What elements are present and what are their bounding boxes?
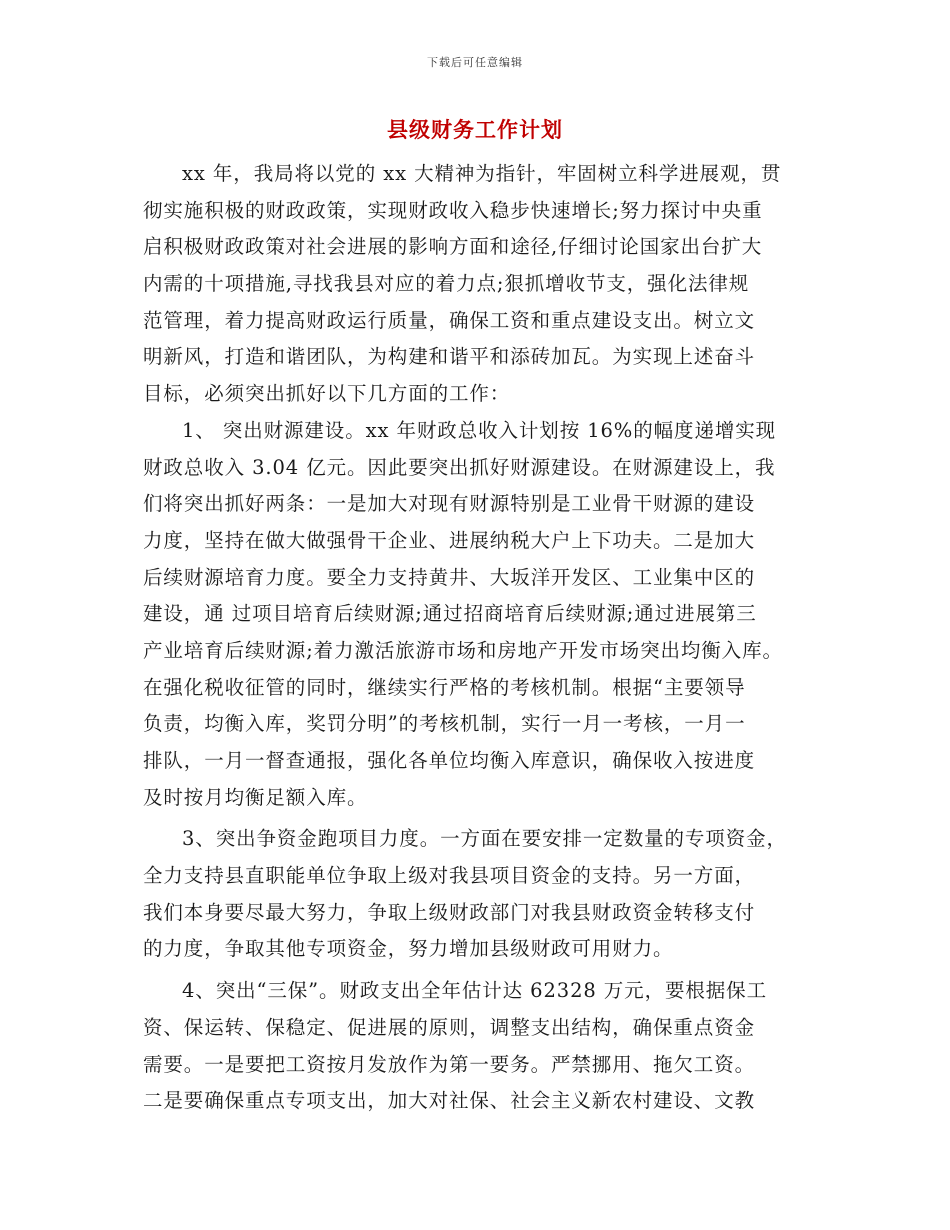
text-line: 启积极财政政策对社会进展的影响方面和途径,仔细讨论国家出台扩大 (143, 235, 763, 259)
text-line: 后续财源培育力度。要全力支持黄井、大坂洋开发区、工业集中区的 (143, 565, 756, 589)
document-title: 县级财务工作计划 (387, 117, 563, 142)
text-line: 范管理，着力提高财政运行质量，确保工资和重点建设支出。树立文 (143, 308, 756, 332)
text-line: 建设，通 过项目培育后续财源;通过招商培育后续财源;通过进展第三 (143, 602, 757, 626)
paragraph-funding-projects (143, 821, 823, 968)
text-line: 二是要确保重点专项支出，加大对社保、社会主义新农村建设、文教 (143, 1089, 756, 1113)
text-line: 明新风，打造和谐团队，为构建和谐平和添砖加瓦。为实现上述奋斗 (143, 345, 756, 369)
text-line: 全力支持县直职能单位争取上级对我县项目资金的支持。另一方面， (143, 864, 756, 888)
text-line: 资、保运转、保稳定、促进展的原则，调整支出结构，确保重点资金 (143, 1015, 756, 1039)
text-line: 3、突出争资金跑项目力度。一方面在要安排一定数量的专项资金， (182, 827, 787, 851)
paragraph-revenue-sources (143, 413, 823, 817)
text-line: 们将突出抓好两条：一是加大对现有财源特别是工业骨干财源的建设 (143, 492, 756, 516)
text-line: 负责，均衡入库，奖罚分明”的考核机制，实行一月一考核，一月一 (143, 712, 746, 736)
text-line: 我们本身要尽最大努力，争取上级财政部门对我县财政资金转移支付 (143, 900, 756, 924)
text-line: 排队，一月一督查通报，强化各单位均衡入库意识，确保收入按进度 (143, 749, 756, 772)
page-header: 下载后可任意编辑 (427, 56, 523, 69)
text-line: 产业培育后续财源;着力激活旅游市场和房地产开发市场突出均衡入库。 (143, 638, 783, 662)
text-line: 在强化税收征管的同时，继续实行严格的考核机制。根据“主要领导 (143, 675, 746, 699)
text-line: 需要。一是要把工资按月发放作为第一要务。严禁挪用、拖欠工资。 (143, 1052, 756, 1076)
text-line: 4、突出“三保”。财政支出全年估计达 62328 万元，要根据保工 (182, 979, 767, 1003)
text-line: 力度，坚持在做大做强骨干企业、进展纳税大户上下功夫。二是加大 (143, 528, 756, 552)
text-line: 1、 突出财源建设。xx 年财政总收入计划按 16%的幅度递增实现 (182, 418, 777, 442)
text-line: 内需的十项措施,寻找我县对应的着力点;狠抓增收节支，强化法律规 (143, 272, 750, 296)
text-line: 的力度，争取其他专项资金，努力增加县级财政可用财力。 (143, 937, 674, 961)
text-line: 目标，必须突出抓好以下几方面的工作： (143, 382, 511, 406)
paragraph-three-guarantees (143, 973, 823, 1120)
paragraph-intro (143, 156, 823, 413)
text-line: 彻实施积极的财政政策，实现财政收入稳步快速增长;努力探讨中央重 (143, 198, 763, 222)
text-line: xx 年，我局将以党的 xx 大精神为指针，牢固树立科学进展观，贯 (182, 162, 782, 185)
text-line: 及时按月均衡足额入库。 (143, 785, 368, 809)
document-body (143, 156, 823, 1120)
text-line: 财政总收入 3.04 亿元。因此要突出抓好财源建设。在财源建设上，我 (143, 455, 776, 479)
